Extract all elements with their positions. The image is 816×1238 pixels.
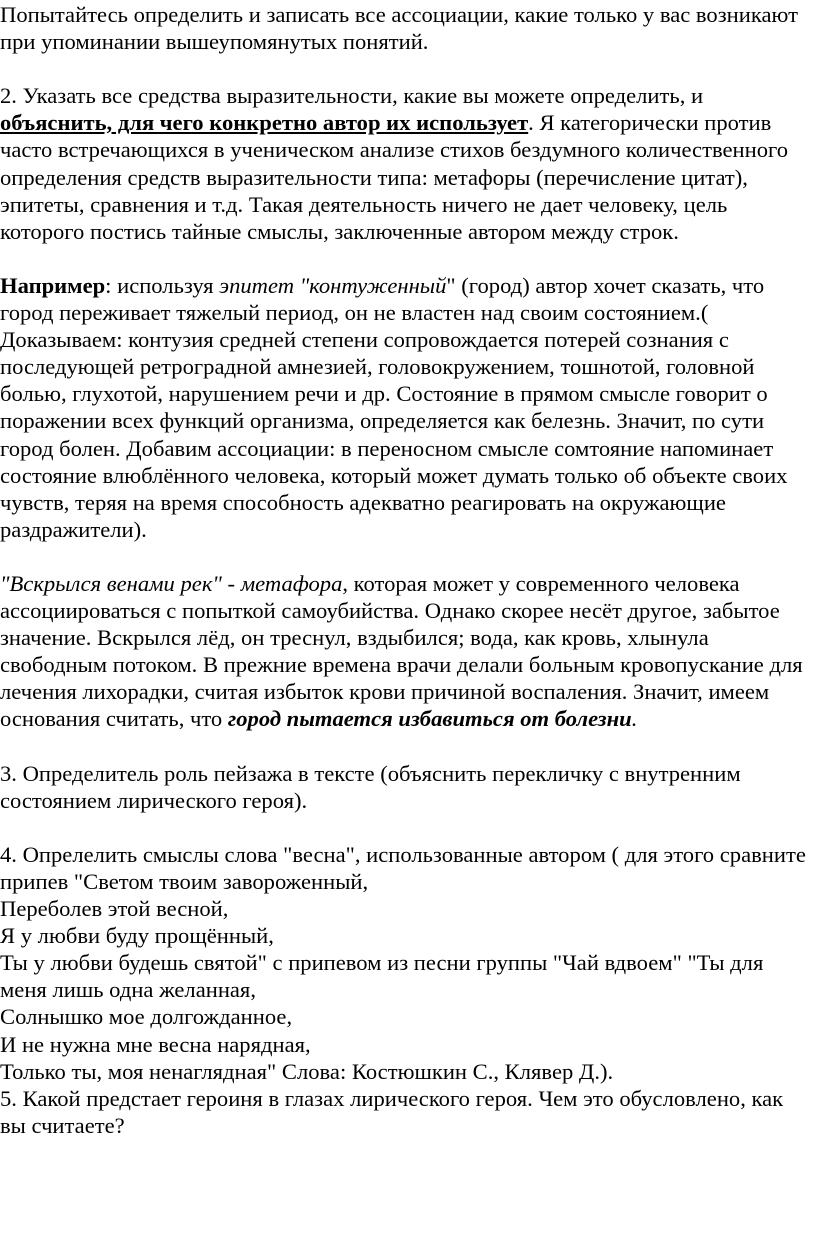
item-4-line: 4. Опрелелить смыслы слова "весна", использованные автором ( для этого сравните припев "Светом твоим завороженный, [0,841,806,894]
example-epithet: эпитет "контуженный [219,272,447,298]
metaphor-conclusion: город пытается избавиться от болезни [227,706,632,732]
example-rest: " (город) автор хочет сказать, что город переживает тяжелый период, он не властен над своим состоянием.( Доказываем: контузия средней степени сопровождается потерей сознания с последующей ретроградной амнезией, головокружением, тошнотой, головной болью, глухотой, нарушением речи и др. Состояние в прямом смысле говорит о поражении всех функций организма, определяется как белезнь. Значит, по сути город болен. Добавим ассоциации: в переносном смысле сомтояние напоминает состояние влюблённого человека, который может думать только об объекте своих чувств, теряя на время способность адекватно реагировать на окружающие раздражители). [0,272,788,542]
item-2-lead: 2. Указать все средства выразительности, какие вы можете определить, и [0,83,704,109]
item-4-line: Переболев этой весной, [0,896,229,922]
item-4-line: Только ты, моя ненаглядная" Слова: Костюшкин С., Клявер Д.). [0,1058,614,1084]
item-5-text: 5. Какой предстает героиня в глазах лирического героя. Чем это обусловлено, как вы считаете? [0,1085,784,1138]
item-2-rest: . Я категорически против часто встречающихся в ученическом анализе стихов бездумного количественного определения средств выразительности типа: метафоры (перечисление цитат), эпитеты, сравнения и т.д. Такая деятельность ничего не дает человеку, цель которого постись тайные смыслы, заключенные автором между строк. [0,110,788,244]
item-2-emphasis: объяснить, для чего конкретно автор их использует [0,110,529,136]
paragraph-gap [0,245,808,272]
item-5-paragraph [0,1085,808,1139]
metaphor-paragraph [0,570,808,733]
item-2-paragraph [0,82,808,245]
example-colon: : используя [105,272,220,298]
item-4-line: И не нужна мне весна нарядная, [0,1031,311,1057]
paragraph-gap [0,543,808,570]
metaphor-rest: , которая может у современного человека ассоциироваться с попыткой самоубийства. Однако скорее несёт другое, забытое значение. Вскрылся лёд, он треснул, вздыбился; вода, как кровь, хлынула свободным потоком. В прежние времена врачи делали больным кровопускание для лечения лихорадки, считая избыток крови причиной воспаления. Значит, имеем основания считать, что [0,570,803,732]
metaphor-end: . [631,706,638,732]
item-3-paragraph [0,760,808,814]
paragraph-gap [0,733,808,760]
item-3-text: 3. Определитель роль пейзажа в тексте (объяснить перекличку с внутренним состоянием лирического героя). [0,760,741,813]
intro-paragraph [0,1,808,55]
paragraph-gap [0,55,808,82]
item-4-line: Я у любви буду прощённый, [0,923,274,949]
item-4-line: Ты у любви будешь святой" с припевом из песни группы "Чай вдвоем" "Ты для меня лишь одна желанная, [0,950,764,1003]
intro-text: Попытайтесь определить и записать все ассоциации, какие только у вас возникают при упоминании вышеупомянутых понятий. [0,2,798,55]
example-label: Например [0,272,106,298]
paragraph-gap [0,814,808,841]
metaphor-quote: "Вскрылся венами рек" - метафора [0,570,343,596]
item-4-line: Солнышко мое долгожданное, [0,1004,293,1030]
example-paragraph [0,272,808,543]
item-4-paragraph [0,841,808,1085]
